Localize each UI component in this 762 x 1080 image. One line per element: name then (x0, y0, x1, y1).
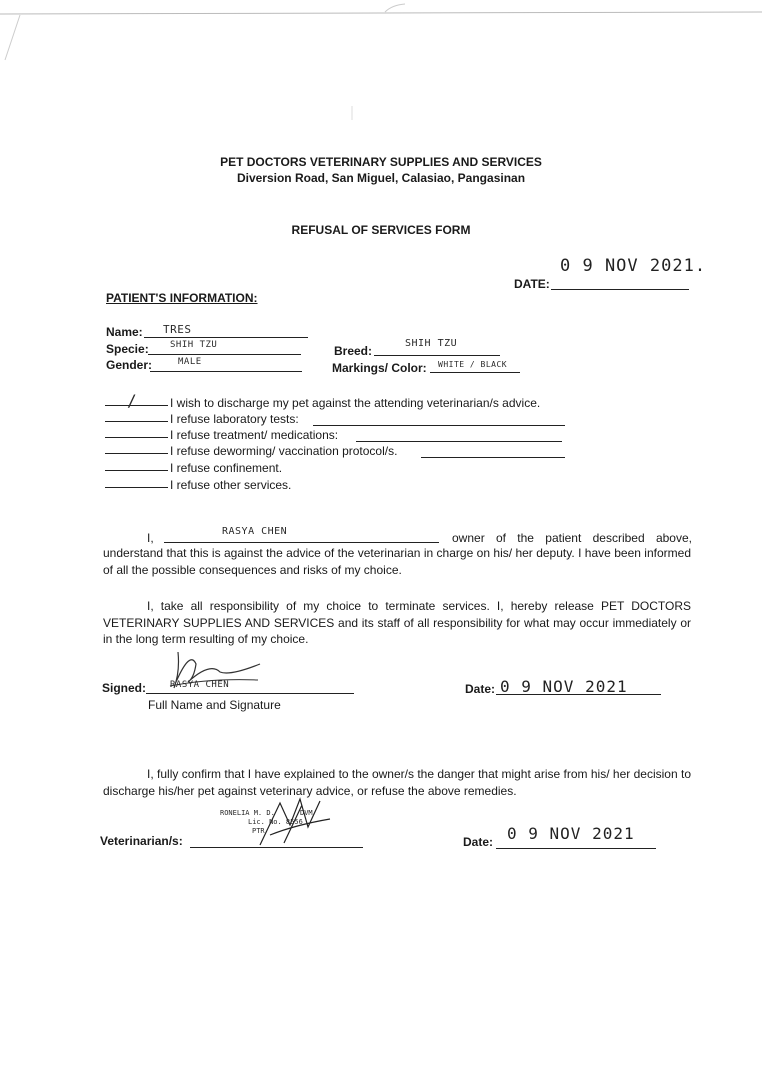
form-title: REFUSAL OF SERVICES FORM (291, 223, 471, 237)
declaration-i: I, (147, 531, 154, 545)
vet-line (190, 847, 363, 848)
confirm-text (103, 766, 691, 799)
checklist-item-lab (105, 412, 299, 426)
checklist-item-confinement (105, 461, 282, 475)
checklist-blank (105, 421, 168, 422)
specie-value: SHIH TZU (170, 340, 218, 350)
confirm-body: I, fully confirm that I have explained to the owner/s the danger that might arise from his/ her decision to discharge his/her pet against veterinary advice, or refuse the above remedies. (103, 767, 691, 798)
markings-label: Markings/ Color: (332, 361, 427, 375)
breed-value: SHIH TZU (405, 338, 458, 349)
declaration-rest: understand that this is against the advice of the veterinarian in charge on his/ her deputy. I have been informed of all the possible consequences and risks of my choice. (103, 546, 691, 577)
declaration-line1-tail: owner of the patient described above, (452, 531, 692, 545)
signed-label: Signed: (102, 681, 146, 695)
checklist-text: I refuse laboratory tests: (170, 412, 299, 426)
checklist-blank (105, 487, 168, 488)
responsibility-body: I, take all responsibility of my choice to terminate services. I, hereby release PET DOCTORS VETERINARY SUPPLIES AND SERVICES and its staff of all responsibility for what may occur immediately or in the long term resulting of my choice. (103, 599, 691, 646)
vet-date-value: 0 9 NOV 2021 (507, 824, 635, 843)
checklist-blank (105, 391, 168, 410)
owner-name-value: RASYA CHEN (222, 526, 288, 537)
owner-date-line (496, 694, 661, 695)
name-value: TRES (163, 323, 192, 336)
vet-date-line (496, 848, 656, 849)
breed-label: Breed: (334, 344, 373, 358)
lab-detail-line (313, 425, 565, 426)
checklist-blank (105, 453, 168, 454)
checklist-blank (105, 437, 168, 438)
checklist-item-other (105, 478, 291, 492)
vet-stamp-ptr: PTR (252, 827, 265, 835)
markings-line (430, 372, 520, 373)
vet-stamp-suffix: DVM (300, 809, 313, 817)
company-address: Diversion Road, San Miguel, Calasiao, Pangasinan (236, 171, 526, 185)
gender-line (150, 371, 302, 372)
specie-label: Specie: (106, 342, 149, 356)
check-mark: / (127, 391, 137, 410)
top-date-line (551, 289, 689, 290)
checklist-item-discharge (105, 391, 541, 410)
checklist-text: I refuse confinement. (170, 461, 283, 475)
checklist-item-treatment (105, 428, 338, 442)
deworming-detail-line (421, 457, 565, 458)
vet-stamp-license: Lic. No. 8556 (248, 818, 303, 826)
owner-name-line (164, 542, 439, 543)
checklist-blank (105, 470, 168, 471)
patient-section-title: PATIENT'S INFORMATION: (106, 291, 258, 305)
name-label: Name: (106, 325, 143, 339)
top-date-label: DATE: (514, 277, 550, 291)
checklist-text: I wish to discharge my pet against the attending veterinarian/s advice. (170, 396, 541, 410)
gender-label: Gender: (106, 358, 153, 372)
checklist-text: I refuse deworming/ vaccination protocol/s. (170, 444, 398, 458)
checklist-item-deworming (105, 444, 397, 458)
checklist-text: I refuse other services. (170, 478, 292, 492)
vet-date-label: Date: (463, 835, 494, 849)
markings-value: WHITE / BLACK (438, 360, 508, 369)
specie-line (148, 354, 301, 355)
owner-date-value: 0 9 NOV 2021 (500, 677, 628, 696)
vet-stamp-name: RONELIA M. D. (220, 809, 275, 817)
signed-line (146, 693, 354, 694)
vet-label: Veterinarian/s: (100, 834, 183, 848)
declaration-text (103, 545, 691, 578)
name-line (144, 337, 308, 338)
owner-date-label: Date: (465, 682, 496, 696)
scan-artifact-lines (0, 0, 762, 80)
company-name: PET DOCTORS VETERINARY SUPPLIES AND SERVICES (220, 155, 542, 169)
treatment-detail-line (356, 441, 562, 442)
signature-caption: Full Name and Signature (148, 698, 281, 712)
gender-value: MALE (178, 357, 202, 367)
breed-line (374, 355, 500, 356)
signed-name-value: RASYA CHEN (170, 680, 230, 690)
responsibility-text (103, 598, 691, 648)
top-date-value: 0 9 NOV 2021. (560, 256, 707, 276)
checklist-text: I refuse treatment/ medications: (170, 428, 339, 442)
